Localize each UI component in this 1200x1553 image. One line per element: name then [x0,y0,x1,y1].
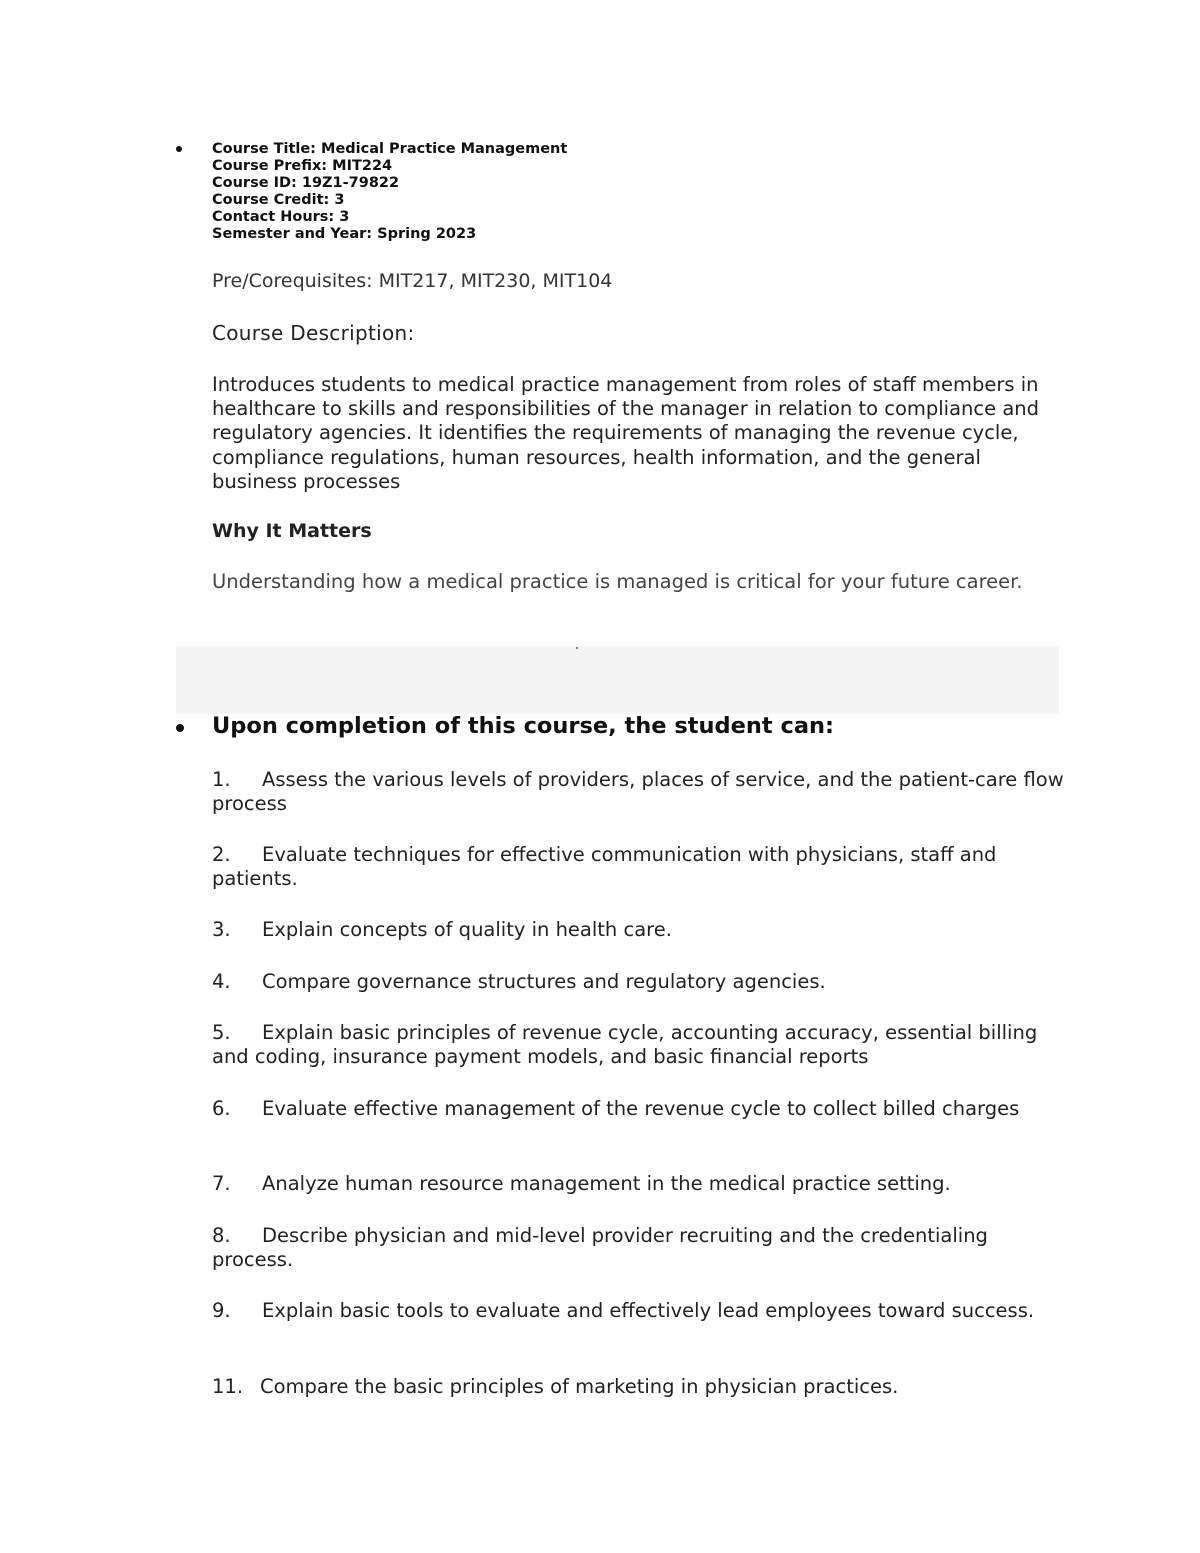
outcome-item [212,1224,1072,1272]
outcomes-heading: Upon completion of this course, the student can: [212,713,835,739]
course-description-text: Introduces students to medical practice management from roles of staff members in healthcare to skills and responsibilities of the manager in relation to compliance and regulatory agencies. It identifies the requirements of managing the revenue cycle, compliance regulations, human resources, health information, and the general business processes [212,373,1040,493]
outcome-item [212,1375,1072,1399]
stray-mark [576,647,578,649]
outcome-text: Explain basic tools to evaluate and effectively lead employees toward success. [262,1299,1035,1322]
outcome-number: 6. [212,1097,231,1120]
course-title: Course Title: Medical Practice Management [212,141,568,157]
outcome-text: Explain concepts of quality in health care. [262,918,672,941]
course-description-heading: Course Description: [212,321,415,345]
outcome-text: Evaluate techniques for effective communication with physicians, staff and patients. [212,843,997,891]
outcome-number: 3. [212,918,231,941]
why-it-matters-text: Understanding how a medical practice is managed is critical for your future career. [212,570,1023,593]
outcome-item [212,1172,1072,1196]
outcome-text: Assess the various levels of providers, places of service, and the patient-care flow process [212,768,1064,816]
why-it-matters-heading: Why It Matters [212,520,372,542]
outcome-number: 1. [212,768,231,791]
outcome-number: 8. [212,1224,231,1247]
outcome-item [212,768,1072,816]
outcome-number: 7. [212,1172,231,1195]
course-credit: Course Credit: 3 [212,192,345,208]
outcome-item [212,843,1072,891]
course-info-block [212,141,567,243]
outcome-number: 11. [212,1375,244,1398]
outcome-number: 9. [212,1299,231,1322]
course-id: Course ID: 19Z1-79822 [212,175,400,191]
outcome-text: Compare the basic principles of marketing in physician practices. [260,1375,899,1398]
outcome-item [212,970,1072,994]
outcome-text: Compare governance structures and regulatory agencies. [262,970,826,993]
outcome-number: 2. [212,843,231,866]
course-prefix: Course Prefix: MIT224 [212,158,393,174]
outcome-text: Describe physician and mid-level provider recruiting and the credentialing process. [212,1224,988,1272]
prerequisites: Pre/Corequisites: MIT217, MIT230, MIT104 [212,270,613,292]
outcome-item [212,1097,1072,1121]
bullet-icon [176,146,182,152]
outcome-number: 4. [212,970,231,993]
outcome-text: Analyze human resource management in the medical practice setting. [262,1172,951,1195]
outcome-text: Explain basic principles of revenue cycle, accounting accuracy, essential billing and coding, insurance payment models, and basic financial reports [212,1021,1038,1069]
outcome-item [212,1021,1072,1069]
shaded-band [176,646,1059,714]
outcome-item [212,918,1072,942]
semester-year: Semester and Year: Spring 2023 [212,226,477,242]
outcome-number: 5. [212,1021,231,1044]
bullet-icon [176,724,184,732]
contact-hours: Contact Hours: 3 [212,209,350,225]
outcome-item [212,1299,1072,1323]
outcome-text: Evaluate effective management of the revenue cycle to collect billed charges [262,1097,1020,1120]
